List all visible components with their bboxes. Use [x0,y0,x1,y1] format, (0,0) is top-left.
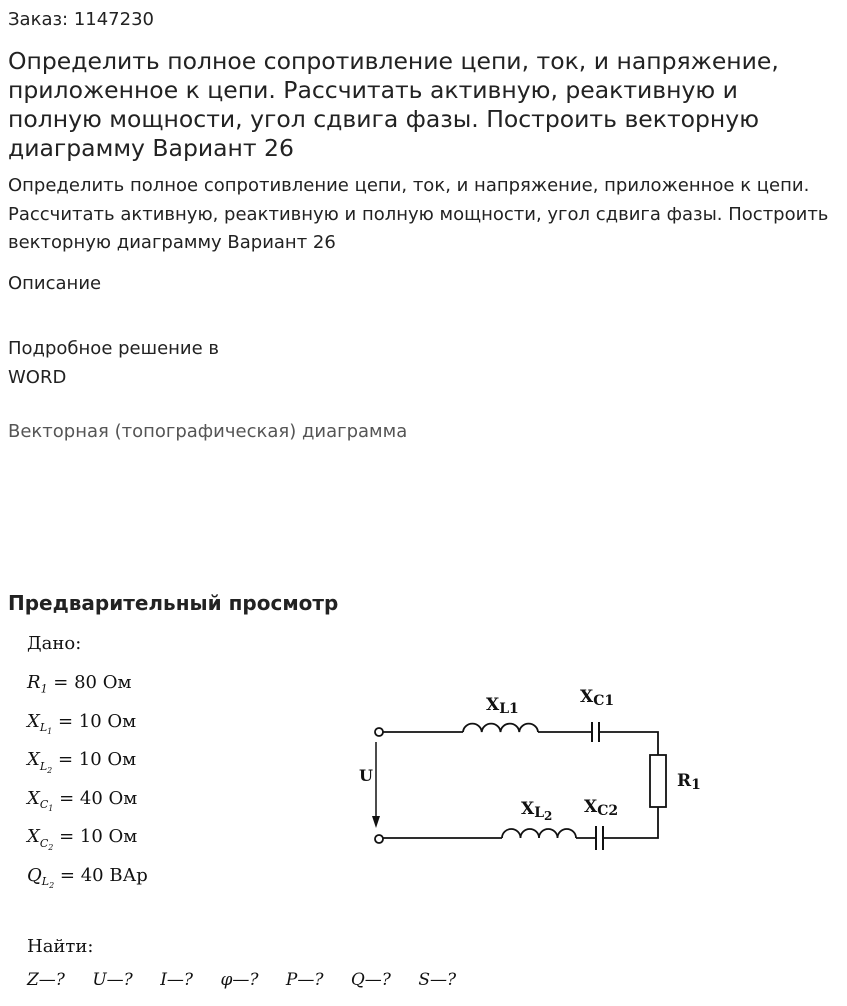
given-row: $X_{L_1} = 10$ Ом [27,710,137,737]
given-row: $X_{C_1} = 40$ Ом [27,787,138,814]
given-row: $R_1 = 80$ Ом [27,672,132,696]
resistor-r1 [650,755,666,807]
given-row: $Q_{L_2} = 40$ ВАр [27,864,148,891]
description-label: Описание [8,273,102,294]
given-header: Дано: [27,633,82,654]
order-number: Заказ: 1147230 [8,9,154,30]
page-title: Определить полное сопротивление цепи, ток, и напряжение, приложенное к цепи. Рассчитать активную, реактивную и полную мощности, угол сдвига фазы. Построить векторную диаграмму Вариант 26 [8,47,779,162]
circuit-diagram [355,680,715,860]
voltage-arrow-head [372,816,380,828]
bottom-terminal [375,835,383,843]
label-xc1: XC1 [580,687,615,709]
find-item: φ—? [220,970,259,990]
inductor-l1 [463,724,538,732]
label-xl1: XL1 [486,695,519,717]
label-r1: R1 [677,771,701,793]
given-block [27,633,148,895]
find-item: I—? [160,970,194,990]
find-header: Найти: [27,936,94,957]
find-item: Q—? [350,970,391,990]
given-row: $X_{C_2} = 10$ Ом [27,826,138,852]
preview-heading: Предварительный просмотр [8,591,339,615]
vector-diagram-note: Векторная (топографическая) диаграмма [8,421,408,442]
find-item: P—? [285,970,324,990]
find-item: U—? [92,970,133,990]
label-u: U [359,766,373,785]
task-description: Определить полное сопротивление цепи, ток, и напряжение, приложенное к цепи. Рассчитать активную, реактивную и полную мощности, угол сдвига фазы. Построить векторную диаграмму Вариант 26 [8,175,829,253]
top-wire [383,732,658,755]
find-item: Z—? [27,970,65,990]
solution-note-line1: Подробное решение в [8,338,220,359]
find-item: S—? [418,970,457,990]
solution-note [8,335,219,392]
label-xc2: XC2 [584,797,619,819]
label-xl2: XL2 [521,799,553,823]
inductor-l2 [502,829,576,838]
top-terminal [375,728,383,736]
find-list [27,970,476,990]
solution-note-line2: WORD [8,366,67,388]
given-row: $X_{L_2} = 10$ Ом [27,749,137,775]
